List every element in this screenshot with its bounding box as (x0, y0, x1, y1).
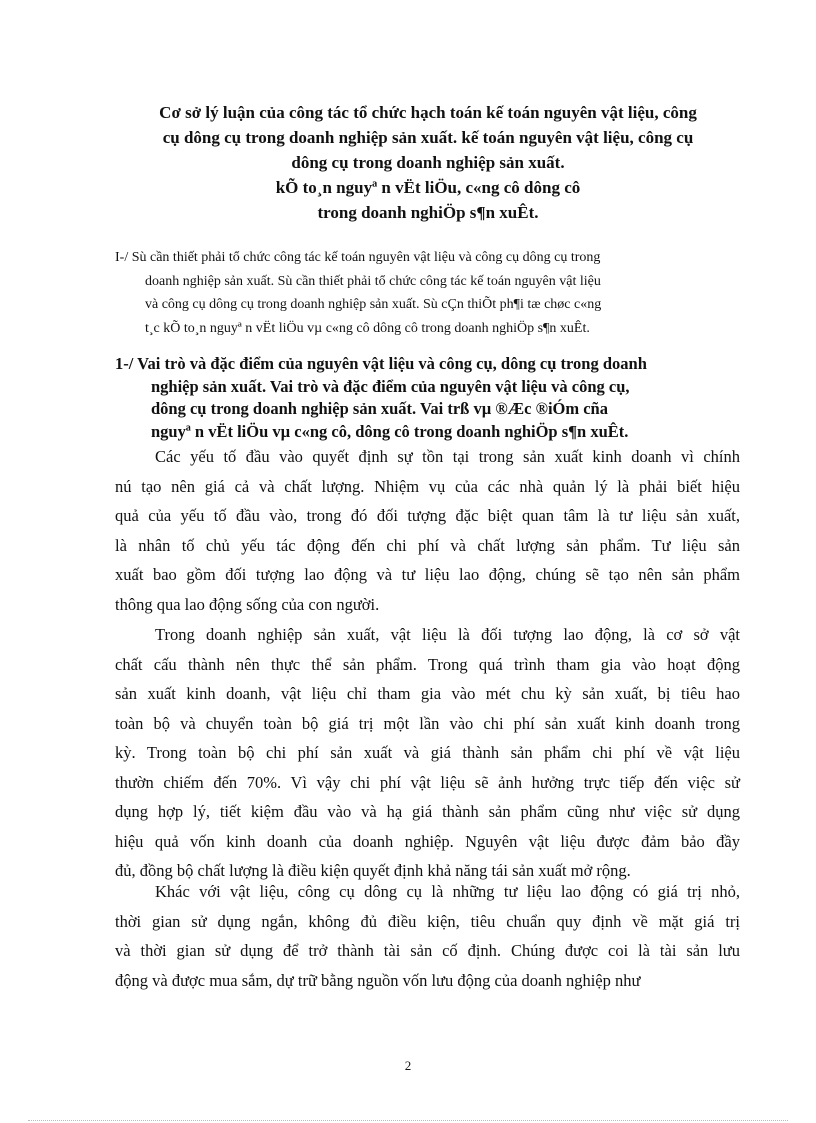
paragraph-line: thườn chiếm đến 70%. Vì vậy chi phí vật liệu sẽ ảnh hưởng trực tiếp đến việc sử (115, 772, 740, 792)
paragraph-line: hiệu quả vốn kinh doanh của doanh nghiệp. Nguyên vật liệu được đảm bảo đầy (115, 831, 740, 851)
paragraph-line: Các yếu tố đầu vào quyết định sự tồn tại trong sản xuất kinh doanh vì chính (155, 447, 740, 466)
paragraph-line: thời gian sử dụng ngắn, không đủ điều kiện, tiêu chuẩn quy định về mặt giá trị (115, 911, 740, 931)
paragraph (115, 877, 740, 995)
paragraph-line: và thời gian sử dụng để trở thành tài sản cố định. Chúng được coi là tài sản lưu (115, 941, 740, 960)
paragraph-line: quả của yếu tố đầu vào, trong đó đối tượng đặc biệt quan tâm là tư liệu sản xuất, (115, 506, 740, 525)
section-heading-line: doanh nghiệp sản xuất. Sù cần thiết phải tổ chức công tác kế toán nguyên vật liệu (145, 273, 601, 289)
paragraph-line: Khác với vật liệu, công cụ dông cụ là những tư liệu lao động có giá trị nhỏ, (155, 882, 740, 901)
paragraph-line: thông qua lao động sống của con người. (115, 594, 380, 614)
paragraph-line: kỳ. Trong toàn bộ chi phí sản xuất và giá thành sản phẩm chi phí về vật liệu (115, 743, 740, 762)
paragraph (115, 442, 740, 619)
paragraph-line: sản xuất kinh doanh, vật liệu chỉ tham gia vào mét chu kỳ sản xuất, bị tiêu hao (115, 684, 740, 703)
title-line: trong doanh nghiÖp s¶n xuÊt. (317, 203, 539, 222)
paragraph-line: nú tạo nên giá cả và chất lượng. Nhiệm vụ của các nhà quản lý là phải biết hiệu (115, 476, 740, 496)
page-number: 2 (404, 1058, 412, 1073)
paragraph-line: là nhân tố chủ yếu tác động đến chi phí và chất lượng sản phẩm. Tư liệu sản (115, 535, 740, 555)
section-heading-line: t¸c kÕ to¸n nguyª n vËt liÖu vµ c«ng cô dông cô trong doanh nghiÖp s¶n xuÊt. (145, 320, 590, 336)
section-heading-line: I-/ Sù cần thiết phải tổ chức công tác kế toán nguyên vật liệu và công cụ dông cụ trong (115, 250, 601, 265)
paragraph-line: đủ, đồng bộ chất lượng là điều kiện quyết định khả năng tái sản xuất mở rộng. (115, 861, 631, 880)
paragraph-line: dụng hợp lý, tiết kiệm đầu vào và hạ giá thành sản phẩm cũng như việc sử dụng (115, 802, 740, 821)
title-line: dông cụ trong doanh nghiệp sản xuất. (291, 153, 565, 172)
title-line: kÕ to¸n nguyª n vËt liÖu, c«ng cô dông cô (275, 178, 581, 197)
subsection-heading-line: nghiệp sản xuất. Vai trò và đặc điểm của nguyên vật liệu và công cụ, (151, 376, 630, 396)
title-line: Cơ sở lý luận của công tác tổ chức hạch toán kế toán nguyên vật liệu, công (159, 103, 697, 122)
section-heading-1 (115, 246, 740, 340)
title-line: cụ dông cụ trong doanh nghiệp sản xuất. kế toán nguyên vật liệu, công cụ (162, 128, 694, 147)
subsection-heading-line: 1-/ Vai trò và đặc điểm của nguyên vật liệu và công cụ, dông cụ trong doanh (115, 354, 647, 373)
document-title (118, 100, 738, 225)
page-bottom-divider (28, 1120, 788, 1121)
subsection-heading-line: nguyª n vËt liÖu vµ c«ng cô, dông cô trong doanh nghiÖp s¶n xuÊt. (151, 421, 629, 441)
paragraph-line: xuất bao gồm đối tượng lao động và tư liệu lao động, chúng sẽ tạo nên sản phẩm (115, 565, 740, 584)
paragraph-line: toàn bộ và chuyển toàn bộ giá trị một lần vào chi phí sản xuất kinh doanh trong (115, 713, 740, 733)
subsection-heading (115, 353, 745, 443)
section-heading-line: và công cụ dông cụ trong doanh nghiệp sản xuất. Sù cÇn thiÕt ph¶i tæ chøc c«ng (145, 297, 602, 312)
paragraph-line: động và được mua sắm, dự trữ bằng nguồn vốn lưu động của doanh nghiệp như (115, 970, 641, 990)
subsection-heading-line: dông cụ trong doanh nghiệp sản xuất. Vai trß vµ ®Æc ®iÓm cña (151, 399, 608, 418)
paragraph-line: Trong doanh nghiệp sản xuất, vật liệu là đối tượng lao động, là cơ sở vật (155, 625, 740, 644)
paragraph (115, 620, 740, 886)
paragraph-line: chất cấu thành nên thực thể sản phẩm. Trong quá trình tham gia vào hoạt động (115, 654, 740, 674)
